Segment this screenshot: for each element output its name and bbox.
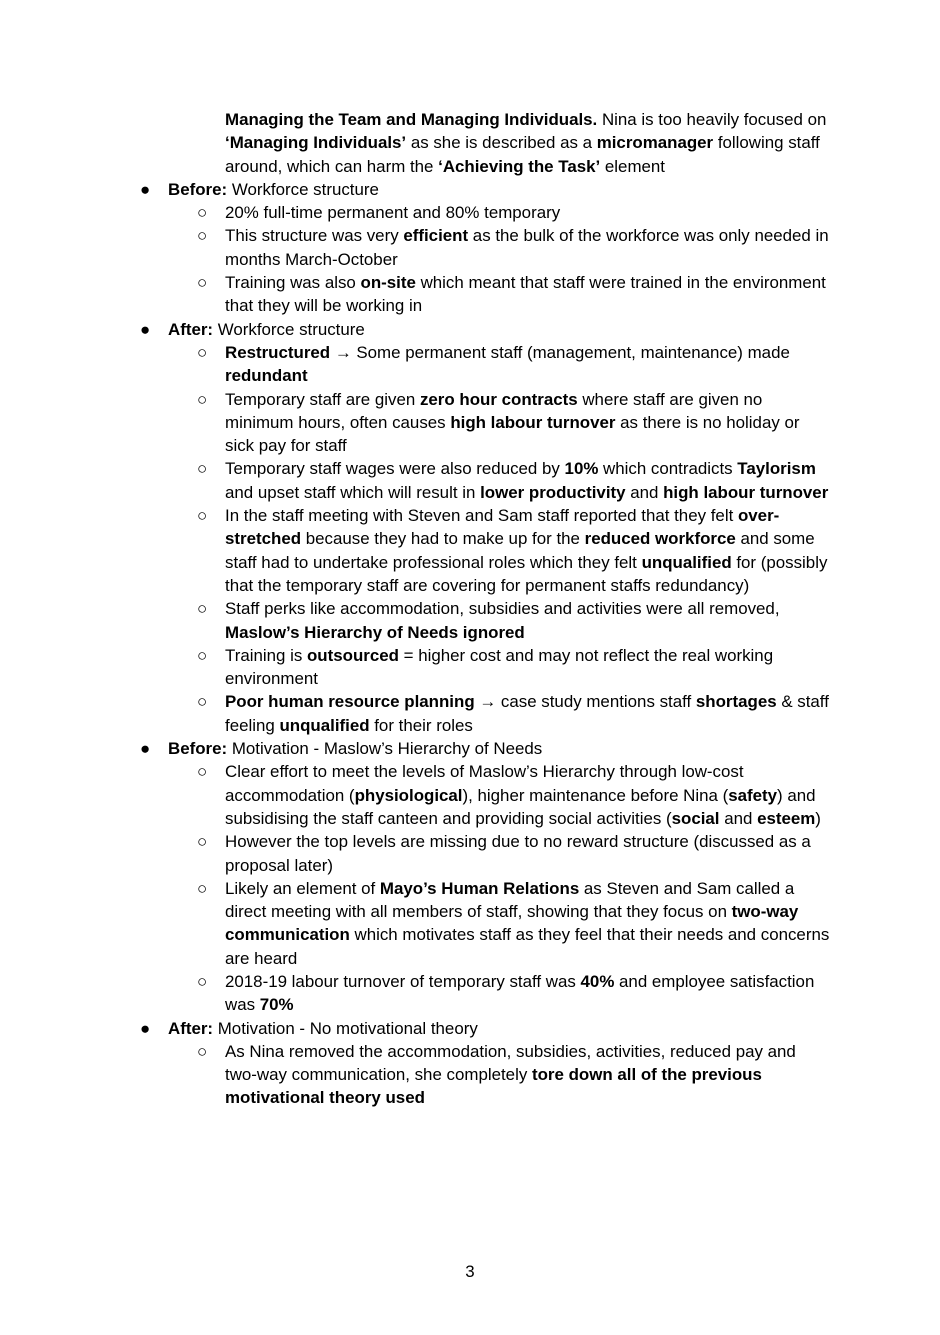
- list-item: [113, 690, 830, 737]
- list-item: [113, 830, 830, 877]
- text-run: However the top levels are missing due to no reward structure (discussed as a proposal later): [225, 832, 811, 875]
- list-item: [113, 1040, 830, 1110]
- text-run: social: [671, 808, 720, 828]
- text-run: and upset staff which will result in: [225, 482, 481, 502]
- text-run: reduced workforce: [584, 529, 736, 549]
- hollow-bullet-icon: ○: [197, 762, 208, 782]
- item-text: [225, 879, 829, 968]
- text-run: and: [625, 482, 664, 502]
- item-text: [225, 459, 828, 501]
- text-run: which meant that staff were trained in the environment that they will be working in: [225, 273, 826, 316]
- text-run: ‘Achieving the Task’: [438, 156, 601, 176]
- text-run: Workforce structure: [227, 179, 379, 199]
- text-run: tore down all of the previous motivational theory used: [225, 1065, 762, 1108]
- list-item: [113, 760, 830, 830]
- page-footer: [0, 1260, 940, 1283]
- hollow-bullet-icon: ○: [197, 342, 208, 362]
- text-run: for their roles: [369, 715, 473, 735]
- item-text: [168, 180, 379, 199]
- item-text: [225, 506, 827, 595]
- text-run: Nina is too heavily focused on: [597, 110, 827, 129]
- text-run: because they had to make up for the: [301, 529, 585, 549]
- text-run: Maslow’s Hierarchy of Needs ignored: [225, 622, 525, 642]
- text-run: Taylorism: [737, 459, 816, 479]
- text-run: physiological: [354, 785, 463, 805]
- hollow-bullet-icon: ○: [197, 273, 208, 293]
- text-run: for (possibly that the temporary staff are covering for permanent staffs redundancy): [225, 552, 828, 595]
- text-run: Managing the Team and Managing Individuals.: [225, 110, 598, 129]
- continuation-paragraph: [113, 108, 830, 178]
- text-run: where staff are given no minimum hours, often causes: [225, 389, 763, 432]
- text-run: Motivation - Maslow’s Hierarchy of Needs: [227, 739, 543, 759]
- hollow-bullet-icon: ○: [197, 389, 208, 409]
- text-run: ) and subsidising the staff canteen and providing social activities (: [225, 785, 816, 828]
- filled-bullet-icon: ●: [140, 1018, 151, 1038]
- hollow-bullet-icon: ○: [197, 203, 208, 223]
- text-run: Mayo’s Human Relations: [379, 878, 580, 898]
- text-run: ‘Managing Individuals’: [225, 133, 407, 153]
- text-run: Training was also: [225, 273, 361, 293]
- hollow-bullet-icon: ○: [197, 506, 208, 526]
- item-text: [225, 226, 829, 268]
- item-text: [225, 343, 790, 385]
- text-run: unqualified: [279, 715, 370, 735]
- text-run: Restructured: [225, 342, 331, 362]
- list-item: [113, 970, 830, 1017]
- page-number: 3: [465, 1262, 475, 1281]
- text-run: esteem: [757, 808, 816, 828]
- hollow-bullet-icon: ○: [197, 1041, 208, 1061]
- list-item: [113, 1017, 830, 1040]
- text-run: Temporary staff wages were also reduced by: [225, 459, 565, 479]
- text-run: high labour turnover: [663, 482, 829, 502]
- text-run: Temporary staff are given: [225, 389, 420, 409]
- hollow-bullet-icon: ○: [197, 971, 208, 991]
- text-run: as there is no holiday or sick pay for staff: [225, 412, 800, 456]
- hollow-bullet-icon: ○: [197, 645, 208, 665]
- hollow-bullet-icon: ○: [197, 878, 208, 898]
- text-run: This structure was very: [225, 226, 404, 246]
- text-run: & staff feeling: [225, 692, 829, 735]
- text-run: high labour turnover: [450, 412, 616, 432]
- text-run: Training is: [225, 645, 307, 665]
- text-run: = higher cost and may not reflect the real working environment: [225, 645, 774, 689]
- text-run: lower productivity: [480, 482, 626, 502]
- text-run: 10%: [564, 459, 599, 479]
- text-run: redundant: [225, 366, 308, 386]
- text-run: as Steven and Sam called a direct meeting with all members of staff, showing that they focus on: [225, 878, 795, 922]
- text-run: element: [600, 156, 666, 176]
- list-item: [113, 388, 830, 458]
- text-run: Staff perks like accommodation, subsidies and activities were all removed,: [225, 599, 780, 619]
- list-item: [113, 318, 830, 341]
- item-text: [225, 762, 821, 828]
- text-run: micromanager: [596, 133, 714, 153]
- document-content: [113, 108, 830, 1110]
- filled-bullet-icon: ●: [140, 319, 151, 339]
- text-run: Workforce structure: [213, 319, 365, 339]
- text-run: and: [719, 808, 758, 828]
- text-run: as the bulk of the workforce was only needed in months March-October: [225, 226, 829, 269]
- text-run: Likely an element of: [225, 878, 380, 898]
- item-text: [225, 390, 800, 456]
- list-item: [113, 341, 830, 388]
- text-run: As Nina removed the accommodation, subsidies, activities, reduced pay and two-way communication, she completely: [225, 1041, 796, 1085]
- item-text: [225, 273, 826, 315]
- item-text: [225, 203, 560, 222]
- hollow-bullet-icon: ○: [197, 459, 208, 479]
- text-run: and employee satisfaction was: [225, 971, 815, 1015]
- text-run: In the staff meeting with Steven and Sam staff reported that they felt: [225, 506, 738, 526]
- text-run: Motivation - No motivational theory: [213, 1018, 478, 1038]
- text-run: which motivates staff as they feel that their needs and concerns are heard: [225, 925, 830, 968]
- text-run: After:: [168, 1018, 214, 1038]
- list-item: [113, 877, 830, 970]
- item-text: [225, 692, 829, 734]
- text-run: over-stretched: [225, 506, 780, 549]
- list-item: [113, 178, 830, 201]
- hollow-bullet-icon: ○: [197, 692, 208, 712]
- filled-bullet-icon: ●: [140, 739, 151, 759]
- list-item: [113, 504, 830, 597]
- hollow-bullet-icon: ○: [197, 832, 208, 852]
- list-item: [113, 271, 830, 318]
- item-text: [225, 972, 814, 1014]
- list-item: [113, 224, 830, 271]
- filled-bullet-icon: ●: [140, 179, 151, 199]
- item-text: [225, 646, 773, 688]
- text-run: two-way communication: [225, 902, 799, 945]
- list-item: [113, 457, 830, 504]
- text-run: Before:: [168, 179, 228, 199]
- text-run: on-site: [360, 273, 416, 293]
- text-run: outsourced: [306, 645, 399, 665]
- text-run: as she is described as a: [406, 133, 597, 153]
- text-run: zero hour contracts: [419, 389, 578, 409]
- text-run: ), higher maintenance before Nina (: [462, 785, 729, 805]
- text-run: 2018-19 labour turnover of temporary staff was: [225, 971, 581, 991]
- text-run: unqualified: [641, 552, 732, 572]
- text-run: Before:: [168, 739, 228, 759]
- text-run: 70%: [259, 995, 294, 1015]
- text-run: 20% full-time permanent and 80% temporary: [225, 203, 561, 223]
- text-run: efficient: [403, 226, 469, 246]
- text-run: Poor human resource planning: [225, 692, 475, 712]
- item-text: [168, 320, 365, 339]
- text-run: and some staff had to undertake professional roles which they felt: [225, 529, 815, 572]
- text-run: which contradicts: [598, 459, 738, 479]
- item-text: [168, 1019, 478, 1038]
- list-item: [113, 737, 830, 760]
- item-text: [225, 832, 811, 874]
- hollow-bullet-icon: ○: [197, 599, 208, 619]
- item-text: [225, 110, 826, 176]
- text-run: following staff around, which can harm the: [225, 133, 820, 176]
- text-run: → case study mentions staff: [474, 692, 696, 712]
- item-text: [225, 1042, 796, 1108]
- text-run: 40%: [580, 971, 615, 991]
- text-run: ): [815, 808, 821, 828]
- item-text: [225, 599, 780, 641]
- text-run: shortages: [695, 692, 777, 712]
- list-item: [113, 597, 830, 644]
- list-item: [113, 201, 830, 224]
- text-run: Clear effort to meet the levels of Maslow’s Hierarchy through low-cost accommodation (: [225, 762, 744, 805]
- item-text: [168, 739, 542, 758]
- text-run: safety: [728, 785, 778, 805]
- hollow-bullet-icon: ○: [197, 226, 208, 246]
- text-run: After:: [168, 319, 214, 339]
- list-item: [113, 644, 830, 691]
- text-run: → Some permanent staff (management, maintenance) made: [330, 342, 790, 362]
